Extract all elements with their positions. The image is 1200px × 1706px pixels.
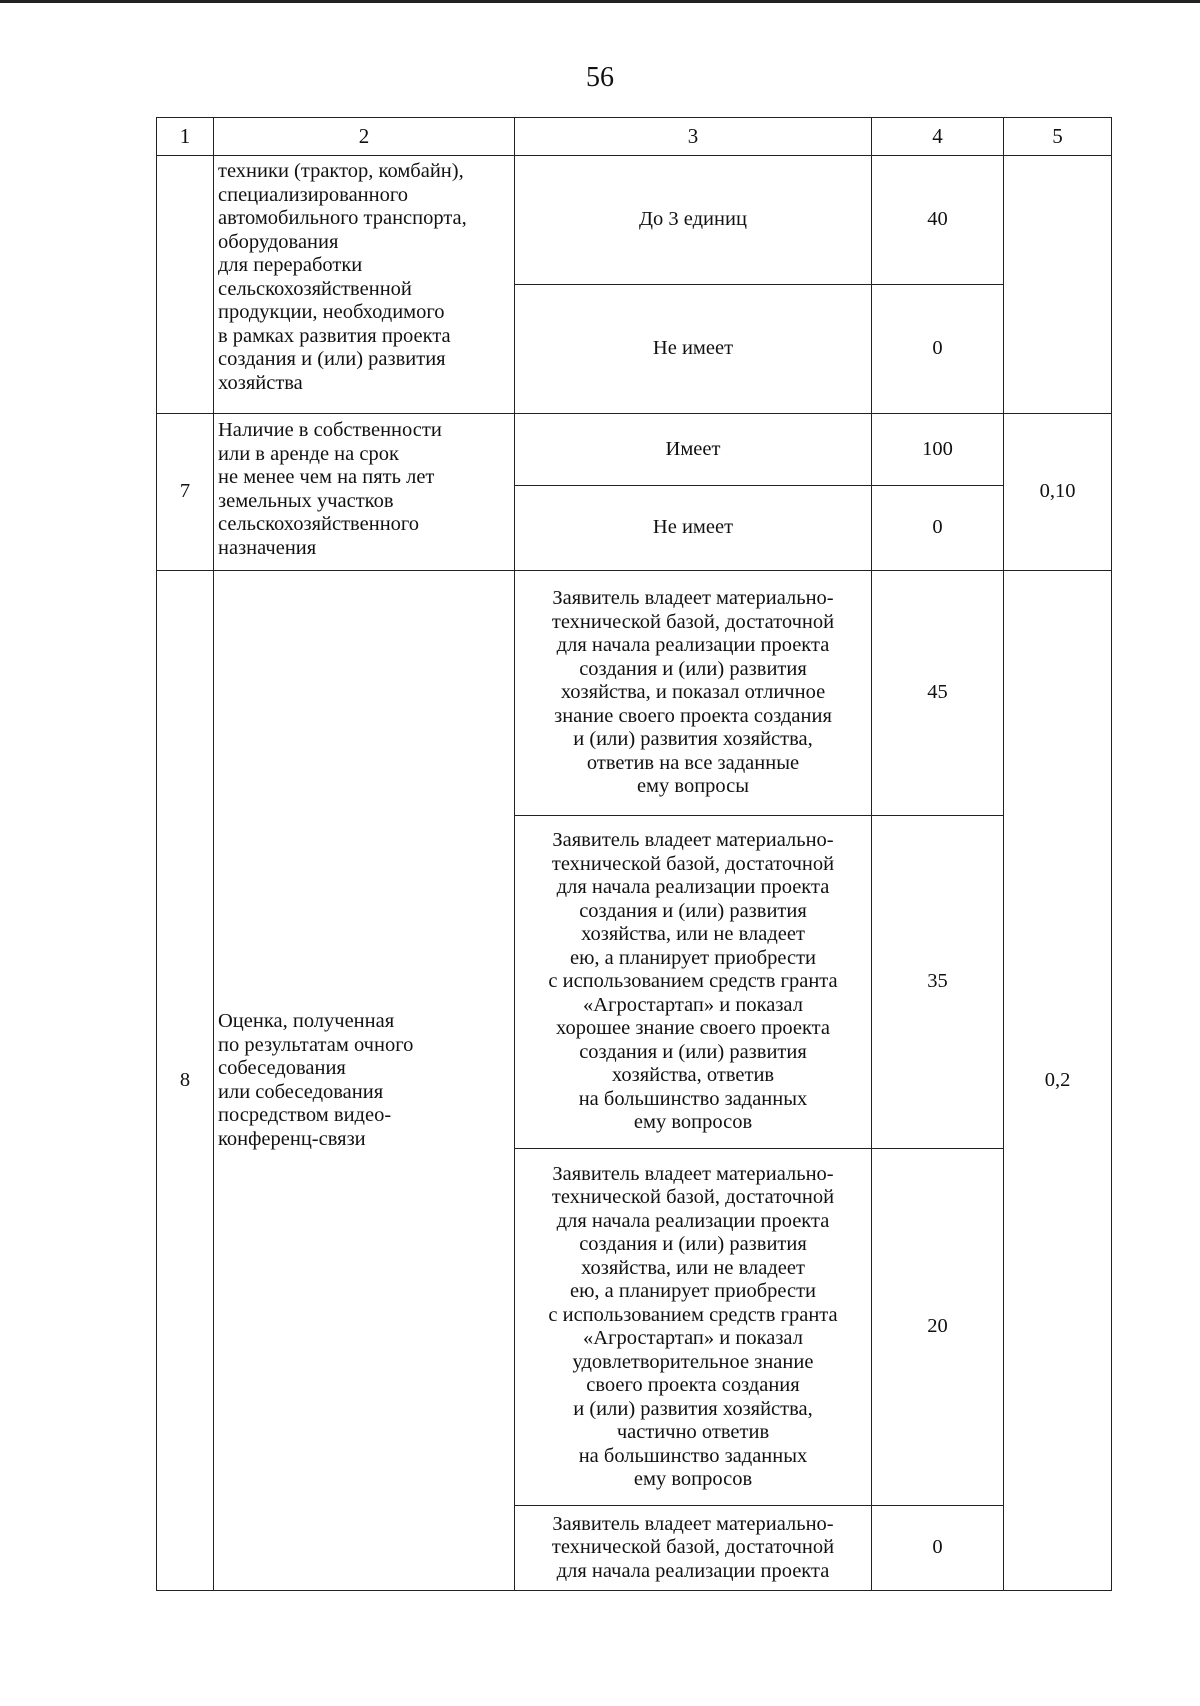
header-col-4: 4 <box>872 118 1004 156</box>
header-col-5: 5 <box>1004 118 1112 156</box>
option-points-cell: 40 <box>872 156 1004 285</box>
criterion-line: Наличие в собственности <box>218 419 442 441</box>
option-line: для начала реализации проекта <box>556 1209 830 1232</box>
option-line: создания и (или) развития <box>579 1233 807 1255</box>
option-line: хозяйства, или не владеет <box>581 923 805 946</box>
option-line: на большинство заданных <box>578 1087 808 1110</box>
option-line: ею, а планирует приобрести <box>569 1280 817 1302</box>
row-number-cell: 7 <box>157 414 214 571</box>
table-row <box>157 571 1112 816</box>
weight-cell: 0,10 <box>1004 414 1112 571</box>
table-row <box>157 156 1112 285</box>
option-line: хозяйства, и показал отличное <box>560 681 826 704</box>
option-line: с использованием средств гранта <box>548 970 838 993</box>
option-line: для начала реализации проекта <box>556 876 830 899</box>
option-value-cell: Не имеет <box>515 285 872 414</box>
criterion-cell <box>214 414 515 571</box>
option-line: и (или) развития хозяйства, <box>573 728 813 751</box>
header-col-1: 1 <box>157 118 214 156</box>
option-line: ему вопросов <box>633 1111 753 1134</box>
criterion-line: для переработки <box>218 254 363 276</box>
option-points-cell: 0 <box>872 1506 1004 1591</box>
option-points-cell: 20 <box>872 1149 1004 1506</box>
criterion-line: создания и (или) развития <box>218 348 446 370</box>
criterion-line: в рамках развития проекта <box>218 324 451 347</box>
option-line: знание своего проекта создания <box>554 704 832 727</box>
option-value-cell: Не имеет <box>515 486 872 571</box>
option-points-cell: 0 <box>872 285 1004 414</box>
option-value-cell: До 3 единиц <box>515 156 872 285</box>
criterion-line: земельных участков <box>218 489 394 512</box>
criterion-line: посредством видео- <box>218 1104 392 1126</box>
option-line: технической базой, достаточной <box>551 1536 835 1559</box>
criterion-line: хозяйства <box>218 371 303 394</box>
criterion-line: или собеседования <box>218 1080 384 1103</box>
table-row <box>157 414 1112 486</box>
row-number-cell <box>157 156 214 414</box>
option-line: Заявитель владеет материально- <box>552 1162 834 1185</box>
criterion-cell <box>214 156 515 414</box>
criterion-line: не менее чем на пять лет <box>218 466 435 488</box>
criterion-line: или в аренде на срок <box>218 442 399 465</box>
option-line: и (или) развития хозяйства, <box>573 1397 813 1420</box>
option-line: ему вопросы <box>636 775 750 798</box>
header-col-3: 3 <box>515 118 872 156</box>
option-value-cell <box>515 816 872 1149</box>
option-points-cell: 100 <box>872 414 1004 486</box>
criterion-cell <box>214 571 515 1591</box>
option-line: на большинство заданных <box>578 1444 808 1467</box>
criterion-line: продукции, необходимого <box>218 301 445 323</box>
option-line: для начала реализации проекта <box>556 634 830 657</box>
criterion-line: специализированного <box>218 183 409 206</box>
option-line: технической базой, достаточной <box>551 852 835 875</box>
option-line: с использованием средств гранта <box>548 1303 838 1326</box>
option-value-cell <box>515 1149 872 1506</box>
option-points-cell: 35 <box>872 816 1004 1149</box>
criterion-line: автомобильного транспорта, <box>218 207 467 229</box>
criterion-line: конференц-связи <box>218 1127 366 1150</box>
criterion-line: по результатам очного <box>218 1033 414 1056</box>
criteria-table <box>156 117 1112 1591</box>
criterion-line: назначения <box>218 536 317 559</box>
option-value-cell: Имеет <box>515 414 872 486</box>
option-line: для начала реализации проекта <box>556 1559 830 1582</box>
option-line: Заявитель владеет материально- <box>552 1512 834 1535</box>
option-line: ею, а планирует приобрести <box>569 946 817 969</box>
option-line: технической базой, достаточной <box>551 1186 835 1208</box>
criterion-line: сельскохозяйственной <box>218 277 412 300</box>
option-line: хозяйства, или не владеет <box>581 1256 805 1279</box>
header-col-2: 2 <box>214 118 515 156</box>
option-value-cell <box>515 1506 872 1591</box>
criterion-line: техники (трактор, комбайн), <box>218 160 464 182</box>
page-top-edge <box>0 0 1200 3</box>
option-line: технической базой, достаточной <box>551 610 835 633</box>
criterion-line: собеседования <box>218 1057 346 1079</box>
option-line: хорошее знание своего проекта <box>556 1017 830 1040</box>
page-number: 56 <box>586 62 614 93</box>
option-line: создания и (или) развития <box>579 899 807 922</box>
option-line: «Агростартап» и показал <box>583 1327 803 1349</box>
option-value-cell <box>515 571 872 816</box>
table-header-row <box>157 118 1112 156</box>
weight-cell: 0,2 <box>1004 571 1112 1591</box>
option-line: Заявитель владеет материально- <box>552 587 834 610</box>
row-number-cell: 8 <box>157 571 214 1591</box>
option-line: Заявитель владеет материально- <box>552 829 834 852</box>
option-line: создания и (или) развития <box>579 1040 807 1063</box>
criterion-line: Оценка, полученная <box>218 1010 395 1032</box>
option-line: частично ответив <box>616 1421 770 1443</box>
option-line: ему вопросов <box>633 1468 753 1490</box>
criterion-line: сельскохозяйственного <box>218 513 420 535</box>
criterion-line: оборудования <box>218 230 339 253</box>
option-points-cell: 45 <box>872 571 1004 816</box>
option-points-cell: 0 <box>872 486 1004 571</box>
option-line: хозяйства, ответив <box>611 1064 775 1087</box>
option-line: удовлетворительное знание <box>572 1350 814 1373</box>
option-line: создания и (или) развития <box>579 657 807 680</box>
weight-cell <box>1004 156 1112 414</box>
option-line: «Агростартап» и показал <box>583 993 803 1016</box>
option-line: своего проекта создания <box>586 1374 800 1396</box>
option-line: ответив на все заданные <box>586 751 800 774</box>
